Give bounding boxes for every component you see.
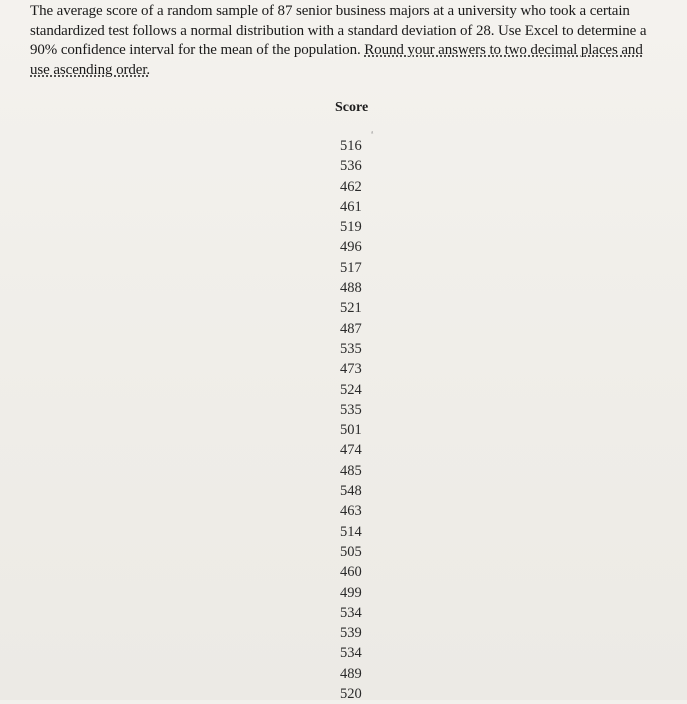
- score-column-header: Score: [335, 100, 369, 115]
- question-line-1: The average score of a random sample of 87 senior business majors at a university who took a certain: [30, 3, 630, 19]
- score-row: 485: [340, 462, 362, 479]
- score-row: 516: [340, 138, 362, 154]
- score-row: 473: [340, 361, 362, 378]
- question-line-3-text: 90% confidence interval for the mean of the population.: [30, 42, 365, 58]
- score-row: 499: [340, 584, 362, 601]
- question-line-3: [30, 41, 678, 61]
- score-row: 548: [340, 483, 362, 500]
- score-row: 463: [340, 503, 362, 520]
- score-row: 534: [340, 645, 362, 662]
- score-row: 460: [340, 564, 362, 581]
- score-row: 461: [340, 198, 362, 215]
- score-row: 520: [340, 686, 362, 703]
- score-row: 514: [340, 523, 362, 540]
- score-row: 489: [340, 665, 362, 682]
- score-row: 521: [340, 300, 362, 317]
- ordering-instruction: use ascending order.: [30, 61, 151, 78]
- score-row: 505: [340, 543, 362, 560]
- score-row: 496: [340, 239, 362, 256]
- score-row: 534: [340, 604, 362, 621]
- score-row: 519: [340, 219, 362, 236]
- score-row: 501: [340, 422, 362, 439]
- score-row: 488: [340, 280, 362, 297]
- score-list: [340, 136, 362, 704]
- score-row: 539: [340, 625, 362, 642]
- score-row: 474: [340, 442, 362, 459]
- score-row: 524: [340, 381, 362, 398]
- question-text: [30, 2, 678, 80]
- question-line-2: standardized test follows a normal distribution with a standard deviation of 28. Use Excel to determine a: [30, 22, 647, 39]
- rounding-instruction: Round your answers to two decimal places and: [364, 42, 643, 58]
- score-row: 462: [340, 178, 362, 195]
- score-row: 535: [340, 401, 362, 418]
- cursor-tick-mark: ᵃ: [371, 128, 374, 138]
- score-row: 536: [340, 158, 362, 175]
- score-row: 535: [340, 340, 362, 357]
- score-row: 517: [340, 259, 362, 276]
- score-row: 487: [340, 320, 362, 337]
